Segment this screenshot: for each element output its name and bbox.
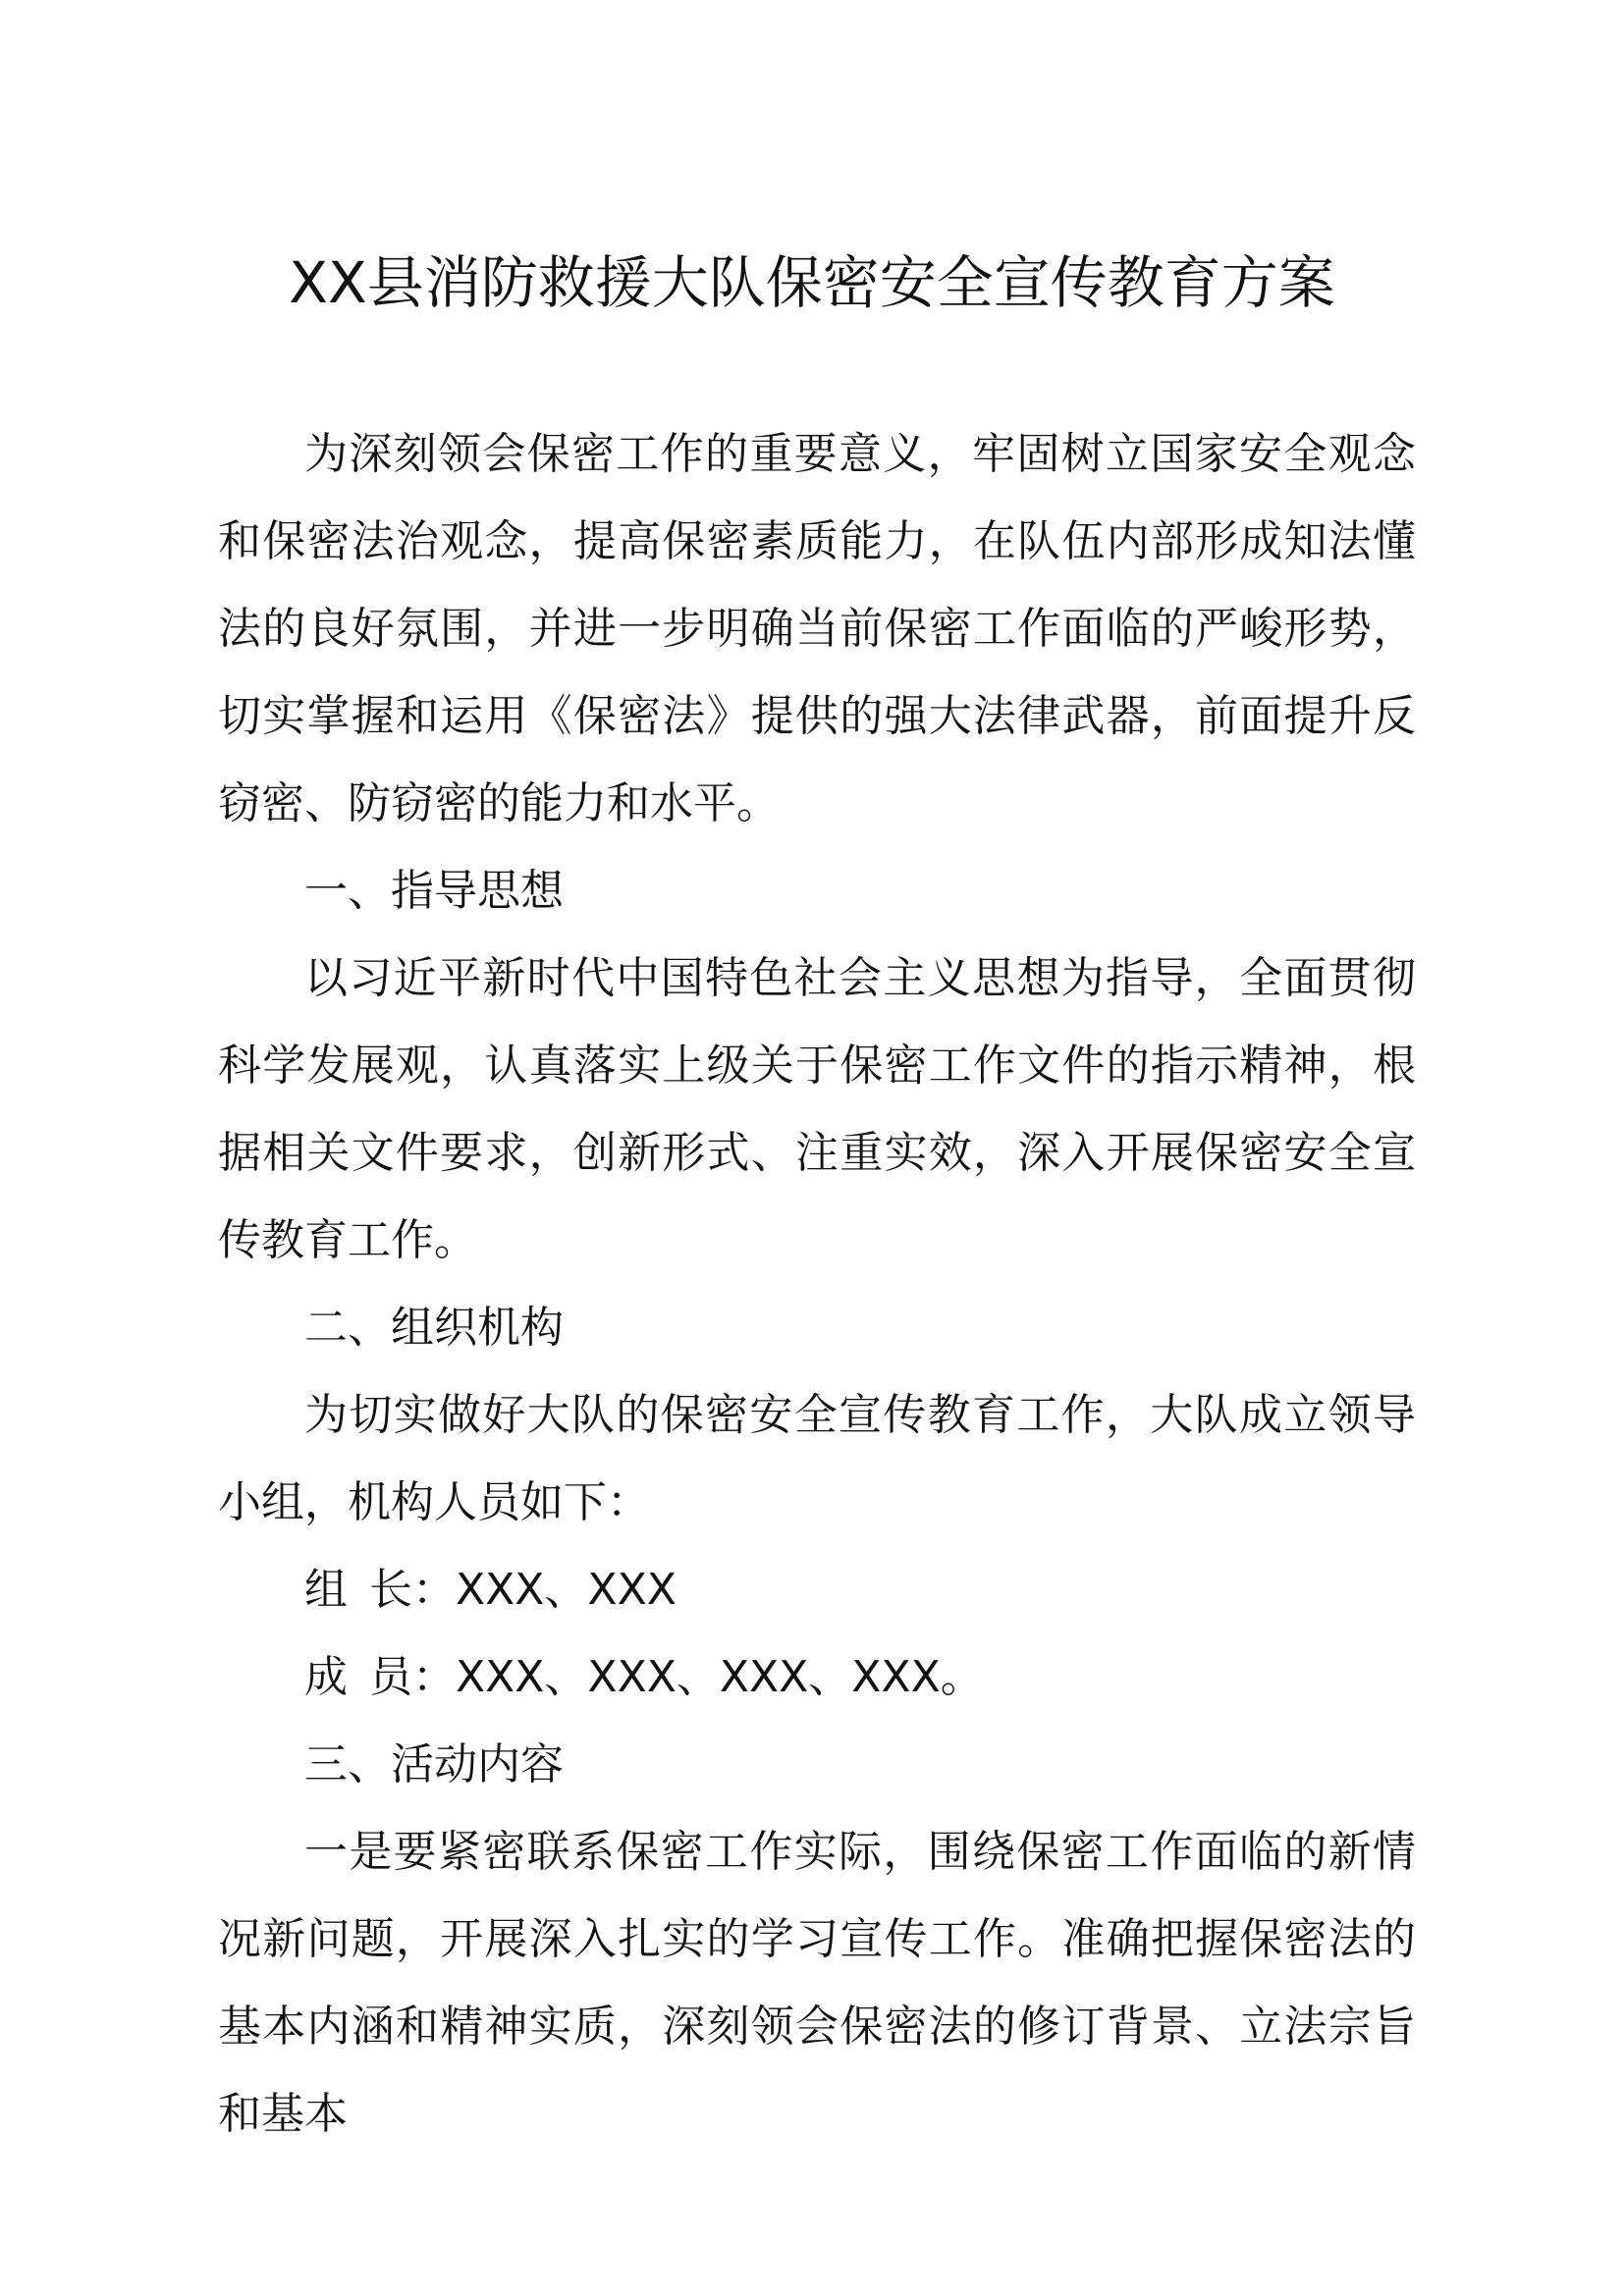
members-names: XXX、XXX、XXX、XXX。: [456, 1652, 984, 1702]
section-heading-activities: 三、活动内容: [304, 1739, 564, 1789]
document-title: XX县消防救援大队保密安全宣传教育方案: [289, 249, 1335, 316]
members-line: [218, 1633, 1416, 1721]
intro-paragraph: 为深刻领会保密工作的重要意义，牢固树立国家安全观念和保密法治观念，提高保密素质能力，在队伍内部形成知法懂法的良好氛围，并进一步明确当前保密工作面临的严峻形势，切实掌握和运用《保密法》提供的强大法律武器，前面提升反窃密、防窃密的能力和水平。: [218, 429, 1416, 828]
section-heading-guiding-ideology: 一、指导思想: [304, 866, 564, 916]
document-body: [218, 410, 1416, 2158]
members-label-char-1: 成: [304, 1652, 348, 1702]
section-paragraph-guiding-ideology: 以习近平新时代中国特色社会主义思想为指导，全面贯彻科学发展观，认真落实上级关于保密工作文件的指示精神，根据相关文件要求，创新形式、注重实效，深入开展保密安全宣传教育工作。: [218, 953, 1416, 1265]
leader-names: XXX、XXX: [456, 1565, 677, 1615]
members-label-char-2: 员：: [369, 1652, 456, 1702]
section-heading-organization: 二、组织机构: [304, 1303, 564, 1353]
leader-line: [218, 1546, 1416, 1633]
leader-label-char-1: 组: [304, 1565, 348, 1615]
section-paragraph-activities: 一是要紧密联系保密工作实际，围绕保密工作面临的新情况新问题，开展深入扎实的学习宣传工作。准确把握保密法的基本内涵和精神实质，深刻领会保密法的修订背景、立法宗旨和基本: [218, 1827, 1416, 2139]
leader-label-char-2: 长：: [369, 1565, 456, 1615]
section-paragraph-organization: 为切实做好大队的保密安全宣传教育工作，大队成立领导小组，机构人员如下：: [218, 1390, 1416, 1527]
